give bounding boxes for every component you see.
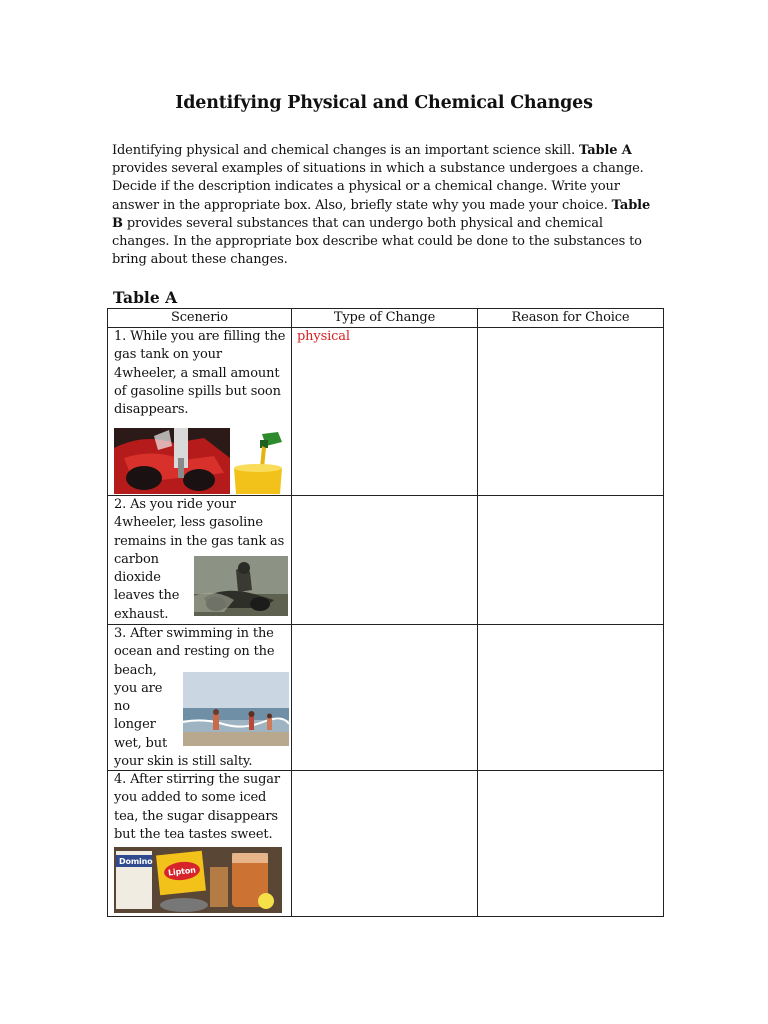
atv-riding-photo (194, 556, 288, 616)
scenario-2-line-4: carbon (114, 551, 159, 567)
scenario-2-line-7: exhaust. (114, 606, 169, 622)
scenario-3-line-4: you are (114, 680, 163, 696)
scenario-2-line-5: dioxide (114, 570, 161, 586)
sugar-and-iced-tea-photo (114, 847, 282, 913)
scenario-3-line-1: 3. After swimming in the (114, 626, 274, 641)
scenario-4-text: 4. After stirring the sugar you added to some iced tea, the sugar disappears but the tea tastes sweet. (114, 772, 280, 842)
table-a (107, 308, 664, 917)
table-a-label: Table A (113, 288, 178, 307)
scenario-3-line-2: ocean and resting on the (114, 644, 275, 660)
scenario-3-line-7: wet, but (114, 735, 168, 751)
header-type-of-change: Type of Change (292, 309, 478, 328)
scenario-3-line-8: your skin is still salty. (114, 754, 253, 770)
intro-text-2: provides several examples of situations in which a substance undergoes a change. Decide if the description indicates a physical or a chemical change. Write your answer in the appropriate box. Also, briefly state why you made your choice. (112, 161, 644, 213)
table-row (108, 625, 664, 771)
table-header-row (108, 309, 664, 328)
scenario-3-line-3: beach, (114, 662, 157, 678)
domino-brand-label: Domino (119, 857, 153, 866)
scenario-2-line-2: 4wheeler, less gasoline (114, 515, 263, 531)
beach-swimmers-photo (183, 672, 289, 746)
scenario-3-line-5: no (114, 699, 130, 715)
header-scenario: Scenerio (108, 309, 292, 328)
table-row (108, 328, 664, 496)
table-row (108, 771, 664, 917)
table-row (108, 496, 664, 625)
scenario-2-line-1: 2. As you ride your (114, 497, 236, 512)
scenario-1-text: 1. While you are filling the gas tank on your 4wheeler, a small amount of gasoline spills but soon disappears. (114, 329, 286, 418)
page-title: Identifying Physical and Chemical Changes (175, 93, 593, 113)
intro-text-1: Identifying physical and chemical changes is an important science skill. (112, 143, 579, 158)
scenario-2-line-3: remains in the gas tank as (114, 533, 285, 549)
intro-text-3: provides several substances that can undergo both physical and chemical changes. In the appropriate box describe what could be done to the substances to bring about these changes. (112, 215, 642, 268)
intro-table-a-ref: Table A (578, 143, 632, 158)
gas-pump-pour-illustration (232, 428, 284, 494)
header-reason-for-choice: Reason for Choice (478, 309, 664, 328)
scenario-3-line-6: longer (114, 717, 156, 733)
scenario-2-line-6: leaves the (114, 588, 180, 604)
intro-table-b-ref: Table B (112, 197, 651, 231)
intro-paragraph (112, 142, 660, 269)
lipton-brand-label: Lipton (167, 865, 197, 878)
type-of-change-answer-1[interactable]: physical (297, 329, 350, 344)
atv-refueling-photo (114, 428, 230, 494)
